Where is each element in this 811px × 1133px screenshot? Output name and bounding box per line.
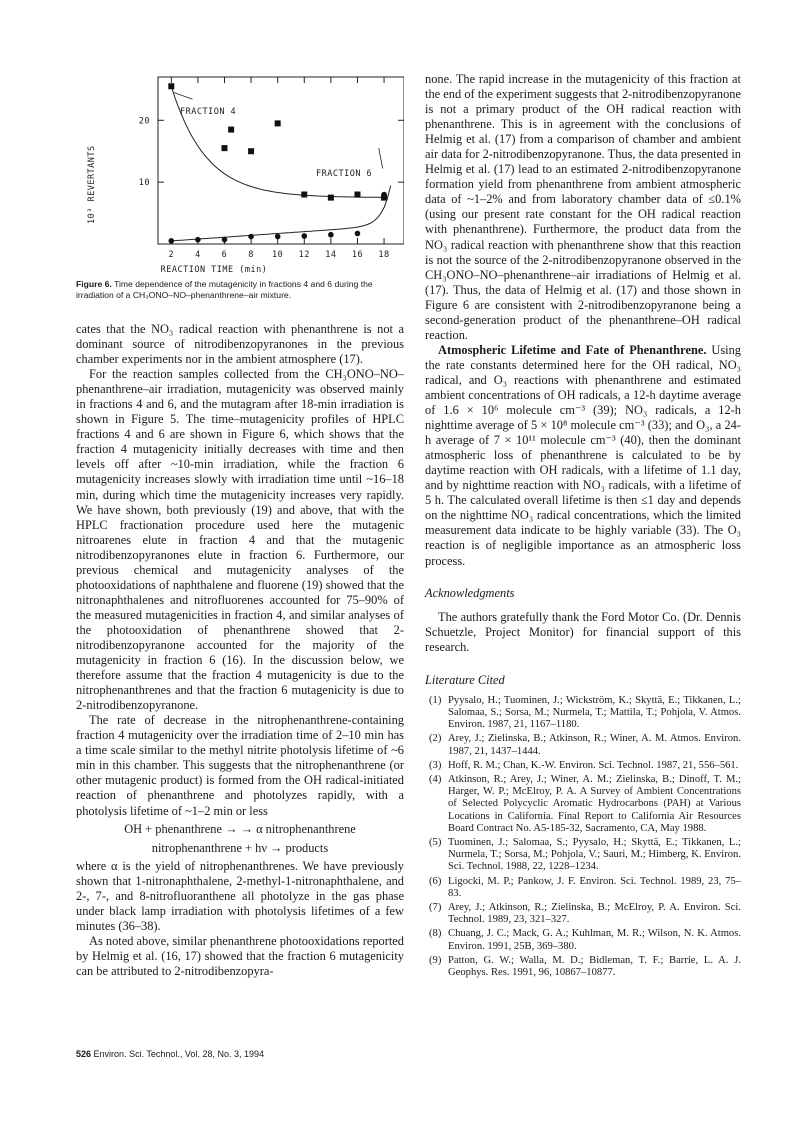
paragraph: The rate of decrease in the nitrophenanthrene-containing fraction 4 mutagenicity over the irradiation time of 2–10 min has a time scale similar to the methyl nitrite photolysis lifetime of ~6 min in this chamber. This suggests that the nitrophenanthrene (or other mutagenic product) is formed from the OH radical-initiated reaction of phenanthrene and photolyzes rapidly, with a photolysis lifetime of ~1–2 min or less bbox=[76, 713, 404, 818]
fraction-4-point bbox=[228, 127, 234, 133]
reference-list bbox=[425, 695, 741, 979]
left-column bbox=[76, 322, 404, 979]
chart-svg bbox=[76, 72, 404, 282]
x-tick-label: 4 bbox=[195, 250, 201, 260]
fraction-6-point bbox=[222, 237, 228, 243]
reference-number: (4) bbox=[429, 773, 442, 785]
figure-6 bbox=[76, 72, 404, 302]
reference-item bbox=[425, 695, 741, 732]
reference-text: Tuominen, J.; Salomaa, S.; Pyysalo, H.; Skyttä, E.; Tikkanen, L.; Nurmela, T.; Sorsa, M.; Pohjola, V.; Sauri, M.; Himberg, K. Environ. Sci. Technol. 1988, 22, 1228–1234. bbox=[448, 836, 741, 873]
fraction-4-point bbox=[248, 148, 254, 154]
fraction-4-point bbox=[354, 192, 360, 198]
caption-text: Time dependence of the mutagenicity in fractions 4 and 6 during the irradiation of a CH₃ONO–NO–phenanthrene–air mixture. bbox=[76, 279, 373, 300]
reference-item bbox=[425, 928, 741, 952]
fraction-4-curve bbox=[171, 86, 384, 197]
section-paragraph bbox=[425, 343, 741, 569]
reference-item bbox=[425, 837, 741, 874]
x-tick-label: 2 bbox=[168, 250, 175, 260]
fraction-4-point bbox=[275, 120, 281, 126]
acknowledgments-heading: Acknowledgments bbox=[425, 585, 515, 600]
page-footer bbox=[76, 1049, 264, 1059]
reference-item bbox=[425, 876, 741, 900]
paragraph: As noted above, similar phenanthrene photooxidations reported by Helmig et al. (16, 17) showed that the fraction 6 mutagenicity can be attributed to 2-nitrodibenzopyra- bbox=[76, 933, 404, 978]
fraction-4-point bbox=[301, 192, 307, 198]
fraction-6-point bbox=[381, 192, 387, 198]
reference-number: (8) bbox=[429, 928, 442, 940]
paragraph: where α is the yield of nitrophenanthrenes. We have previously shown that 1-nitronaphthalene, 2-methyl-1-nitronaphthalene, and 2-, 7-, and 8-nitrofluoranthene all photolyze in the gas phase under black lamp irradiation with photolysis lifetimes of a few minutes (36–38). bbox=[76, 858, 404, 933]
fraction-4-point bbox=[328, 195, 334, 201]
fraction-6-point bbox=[328, 232, 334, 238]
literature-heading: Literature Cited bbox=[425, 672, 505, 687]
fraction-4-point bbox=[168, 83, 174, 89]
right-column bbox=[425, 72, 741, 981]
section-title: Atmospheric Lifetime and Fate of Phenanthrene. bbox=[438, 342, 707, 357]
reference-item bbox=[425, 733, 741, 757]
section-text: Using the rate constants determined here for the OH radical, NO₃ radical, and O₃ reactions with phenanthrene and estimated ambient concentrations of OH radicals, a 12-h daytime average of 1.6 × 10⁶ molecule cm⁻³ (39); NO₃ radicals, a 12-h nighttime average of 5 × 10⁸ molecule cm⁻³ (33); and O₃, a 24-h average of 7 × 10¹¹ molecule cm⁻³ (40), then the dominant atmospheric loss of phenanthrene is calculated to be by daytime reaction with OH radicals, with a lifetime of 1.1 day, and by nighttime reaction with NO₃ radicals, with a lifetime of 5 h. The calculated overall lifetime is then ≤1 day and depends on the nighttime NO₃ radical concentrations, which the limited measurement data indicate to be highly variable (33). The O₃ reaction is of negligible importance as an atmospheric loss process. bbox=[425, 342, 741, 568]
fraction-6-point bbox=[275, 234, 281, 240]
fraction-6-point bbox=[248, 234, 254, 240]
journal-citation: Environ. Sci. Technol., Vol. 28, No. 3, 1994 bbox=[93, 1049, 264, 1059]
x-tick-label: 16 bbox=[351, 250, 364, 260]
reference-number: (1) bbox=[429, 694, 442, 706]
x-axis-label: REACTION TIME (min) bbox=[160, 265, 268, 275]
reference-number: (2) bbox=[429, 733, 442, 745]
reference-number: (6) bbox=[429, 875, 442, 887]
reference-text: Pyysalo, H.; Tuominen, J.; Wickström, K.; Skyttä, E.; Tikkanen, L.; Salomaa, S.; Sorsa, M.; Nurmela, T.; Mattila, T.; Pohjola, V. Atmos. Environ. 1987, 21, 1167–1180. bbox=[448, 694, 741, 731]
reference-text: Arey, J.; Atkinson, R.; Zielinska, B.; McElroy, P. A. Environ. Sci. Technol. 1989, 23, 321–327. bbox=[448, 901, 741, 926]
paragraph: cates that the NO₃ radical reaction with phenanthrene is not a dominant source of nitrodibenzopyranones in the previous chamber experiments nor in the ambient atmosphere (17). bbox=[76, 322, 404, 367]
reference-text: Arey, J.; Zielinska, B.; Atkinson, R.; Winer, A. M. Atmos. Environ. 1987, 21, 1437–1444. bbox=[448, 733, 741, 757]
reference-number: (9) bbox=[429, 954, 442, 966]
paragraph: none. The rapid increase in the mutagenicity of this fraction at the end of the experiment suggests that 2-nitrodibenzopyranone is not a primary product of the OH radical reaction with phenanthrene. This is in agreement with the conclusions of Helmig et al. (17) from a comparison of chamber and ambient air data for 2-nitrodibenzopyranone. Thus, the data presented in Helmig et al. (17) lead to an estimated 2-nitrodibenzopyranone formation yield from phenanthrene from ambient atmospheric data of ~1–2% and from laboratory chamber data of ≤0.1% (using our present rate constant for the OH radical reaction with phenanthrene). Furthermore, the product data from the NO₃ radical reaction with phenanthrene show that this reaction is not the source of the 2-nitrodibenzopyranone observed in the CH₃ONO–NO–phenanthrene–air irradiations of Helmig et al. (17). Thus, the data of Helmig et al. (17) and those shown in Figure 6 are consistent with 2-nitrodibenzopyranone being a second-generation product of the phenanthrene–OH radical reaction. bbox=[425, 72, 741, 342]
reference-number: (5) bbox=[429, 836, 442, 848]
reference-text: Patton, G. W.; Walla, M. D.; Bidleman, T. F.; Barrie, L. A. J. Geophys. Res. 1991, 96, 10867–10877. bbox=[448, 954, 741, 978]
fraction-4-leader bbox=[174, 92, 193, 99]
reference-item bbox=[425, 955, 741, 979]
fraction-6-point bbox=[301, 233, 307, 239]
x-tick-label: 8 bbox=[248, 250, 254, 260]
reference-text: Chuang, J. C.; Mack, G. A.; Kuhlman, M. R.; Wilson, N. K. Atmos. Environ. 1991, 25B, 369–380. bbox=[448, 928, 741, 952]
fraction-4-point bbox=[221, 145, 227, 151]
equation-2: nitrophenanthrene + hν → products bbox=[151, 840, 329, 855]
fraction-6-point bbox=[355, 231, 361, 237]
equation-1: OH + phenanthrene → → α nitrophenanthrene bbox=[124, 821, 356, 836]
fraction-4-label: FRACTION 4 bbox=[180, 107, 237, 117]
fraction-6-point bbox=[168, 238, 174, 244]
paragraph: For the reaction samples collected from the CH₃ONO–NO–phenanthrene–air irradiation, mutagenicity was observed mainly in fractions 4 and 6, and the mutagram after 18-min irradiation is shown in Figure 5. The time–mutagenicity profiles of HPLC fractions 4 and 6 are shown in Figure 6, which shows that the fraction 4 mutagenicity initially decreases with time and then levels off after ~10-min irradiation, while the fraction 6 mutagenicity increases slowly with irradiation time until ~16–18 min, during which time the mutagenicity increases very rapidly. We have shown, both previously (19) and above, that with the HPLC fractionation procedure used here the mutagenic nitroarenes elute in fraction 4 and that the mutagenic nitrodibenzopyranones elute in fraction 6. Furthermore, our previous chemical and mutagenicity analyses of the photooxidations of naphthalene and fluorene (19) showed that the nitronaphthalenes and nitrofluorenes accounted for 75–90% of the measured mutagenicities in fraction 4, and similar analyses of the photooxidation of phenanthrene showed that 2-nitrodibenzopyranone accounted for the majority of the mutagenicity in fraction 6 (16). In the discussion below, we therefore assume that the fraction 4 mutagenicity is due to the nitrophenanthrenes and that the fraction 6 mutagenicity is due to 2-nitrodibenzopyranone. bbox=[76, 367, 404, 713]
page-number: 526 bbox=[76, 1049, 92, 1059]
reference-number: (7) bbox=[429, 901, 442, 913]
figure-caption bbox=[76, 279, 404, 301]
reference-text: Atkinson, R.; Arey, J.; Winer, A. M.; Zielinska, B.; Dinoff, T. M.; Harger, W. P.; McElroy, P. A. A Survey of Ambient Concentrations of Selected Polycyclic Aromatic Hydrocarbons (PAH) at Various Locations in California. Final Report to California Air Resources Board Contract No. A5-185-32, Sacramento, CA, May 1988. bbox=[448, 773, 741, 834]
plot-frame bbox=[158, 77, 404, 244]
reference-number: (3) bbox=[429, 759, 442, 771]
y-tick-label: 20 bbox=[138, 116, 150, 127]
fraction-6-label: FRACTION 6 bbox=[316, 169, 373, 179]
x-tick-label: 6 bbox=[221, 250, 228, 260]
y-tick-label: 10 bbox=[138, 178, 150, 189]
reference-item bbox=[425, 902, 741, 926]
acknowledgments-text: The authors gratefully thank the Ford Motor Co. (Dr. Dennis Schuetzle, Project Monitor) for financial support of this research. bbox=[425, 609, 741, 654]
fraction-6-point bbox=[195, 237, 201, 243]
reference-text: Ligocki, M. P.; Pankow, J. F. Environ. Sci. Technol. 1989, 23, 75–83. bbox=[448, 875, 741, 899]
reference-item bbox=[425, 774, 741, 835]
x-tick-label: 12 bbox=[298, 250, 310, 260]
x-tick-label: 18 bbox=[378, 250, 390, 260]
x-tick-label: 10 bbox=[272, 250, 284, 260]
reference-text: Hoff, R. M.; Chan, K.-W. Environ. Sci. Technol. 1987, 21, 556–561. bbox=[448, 759, 739, 771]
fraction-6-leader bbox=[379, 148, 383, 168]
reference-item bbox=[425, 760, 741, 772]
x-tick-label: 14 bbox=[325, 250, 337, 260]
y-axis-label: 10³ REVERTANTS bbox=[87, 145, 97, 224]
caption-label: Figure 6. bbox=[76, 279, 112, 289]
